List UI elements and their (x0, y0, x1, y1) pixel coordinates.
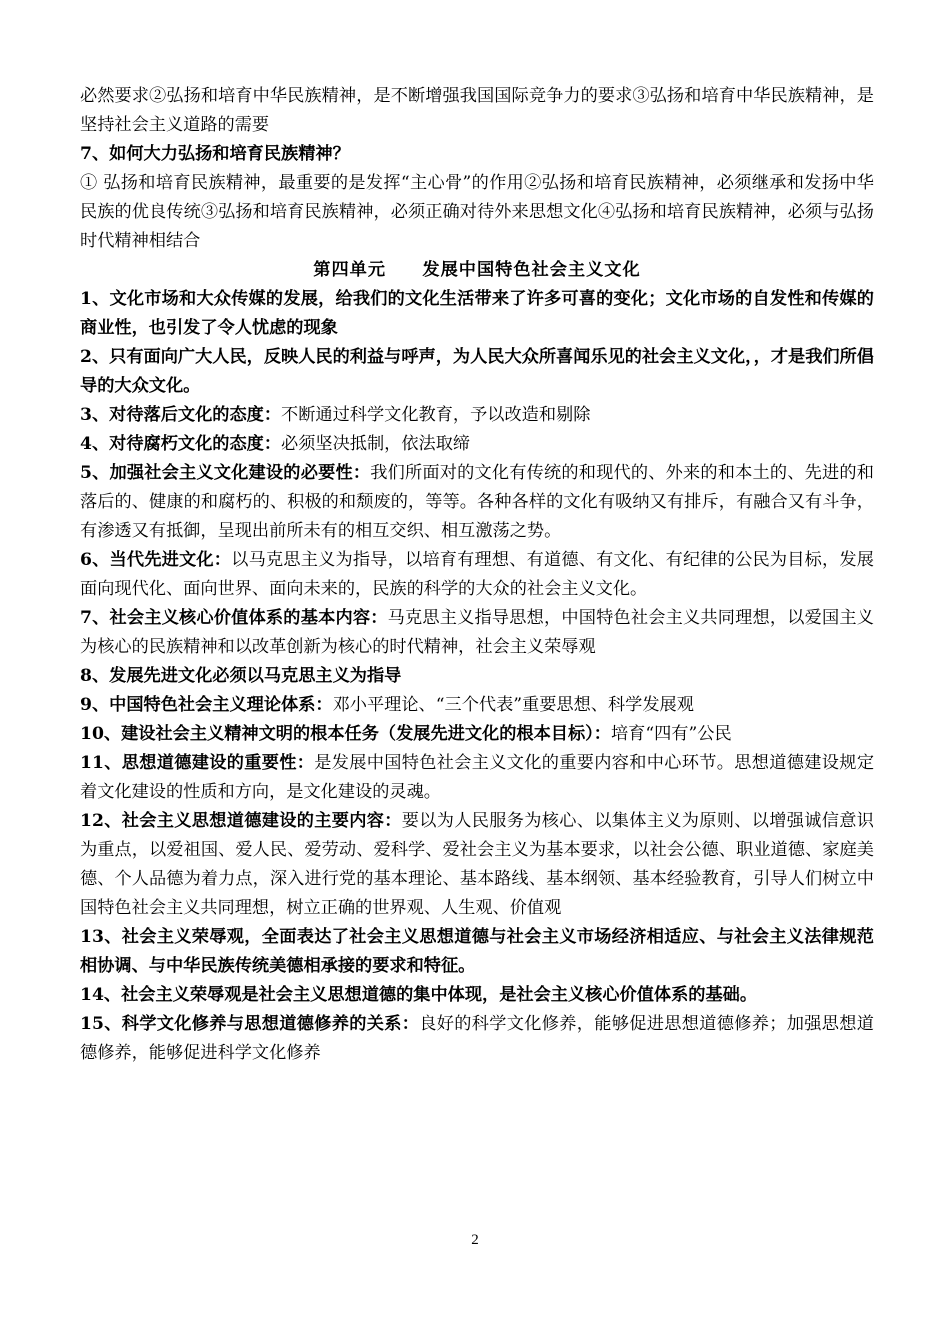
list-item-heading: 2、只有面向广大人民，反映人民的利益与呼声，为人民大众所喜闻乐见的社会主义文化，，才是我们所倡导的大众文化。 (80, 347, 874, 396)
list-item-text: 邓小平理论、“三个代表”重要思想、科学发展观 (332, 695, 694, 715)
list-item (80, 1010, 874, 1068)
list-item-text: 我们所面对的文化有传统的和现代的、外来的和本土的、先进的和落后的、健康的和腐朽的、积极的和颓废的，等等。各种各样的文化有吸纳又有排斥，有融合又有斗争，有渗透又有抵御，呈现出前所未有的相互交织、相互激荡之势。 (80, 463, 874, 541)
list-item-heading: 9、中国特色社会主义理论体系： (80, 695, 333, 715)
list-item-text: 必须坚决抵制，依法取缔 (281, 434, 471, 454)
list-item-heading: 6、当代先进文化： (80, 550, 232, 570)
list-item-text: 以马克思主义为指导，以培育有理想、有道德、有文化、有纪律的公民为目标，发展面向现代化、面向世界、面向未来的，民族的科学的大众的社会主义文化。 (80, 550, 874, 599)
intro-paragraph (80, 169, 874, 256)
item-list (80, 285, 874, 1068)
list-item-heading: 13、社会主义荣辱观，全面表达了社会主义思想道德与社会主义市场经济相适应、与社会主义法律规范相协调、与中华民族传统美德相承接的要求和特征。 (80, 927, 874, 976)
list-item-text: 马克思主义指导思想，中国特色社会主义共同理想，以爱国主义为核心的民族精神和以改革创新为核心的时代精神，社会主义荣辱观 (80, 608, 874, 657)
intro-paragraph-text: 必然要求②弘扬和培育中华民族精神，是不断增强我国国际竞争力的要求③弘扬和培育中华民族精神，是坚持社会主义道路的需要 (80, 86, 874, 135)
list-item-heading: 15、科学文化修养与思想道德修养的关系： (80, 1014, 420, 1034)
list-item (80, 981, 874, 1010)
intro-paragraph-text: ① 弘扬和培育民族精神，最重要的是发挥“主心骨”的作用②弘扬和培育民族精神，必须继承和发扬中华民族的优良传统③弘扬和培育民族精神，必须正确对待外来思想文化④弘扬和培育民族精神，必须与弘扬时代精神相结合 (80, 173, 874, 251)
list-item-heading: 14、社会主义荣辱观是社会主义思想道德的集中体现，是社会主义核心价值体系的基础。 (80, 985, 758, 1005)
intro-paragraph (80, 140, 874, 169)
intro-section (80, 82, 874, 256)
list-item (80, 691, 874, 720)
list-item (80, 807, 874, 923)
unit-title: 第四单元 发展中国特色社会主义文化 (313, 260, 641, 280)
list-item (80, 662, 874, 691)
list-item (80, 343, 874, 401)
list-item-heading: 7、社会主义核心价值体系的基本内容： (80, 608, 388, 628)
list-item-text: 不断通过科学文化教育，予以改造和剔除 (281, 405, 591, 425)
list-item-heading: 3、对待落后文化的态度： (80, 405, 282, 425)
list-item-heading: 10、建设社会主义精神文明的根本任务（发展先进文化的根本目标）： (80, 724, 611, 744)
list-item (80, 923, 874, 981)
intro-paragraph (80, 82, 874, 140)
list-item-text: 良好的科学文化修养，能够促进思想道德修养；加强思想道德修养，能够促进科学文化修养 (80, 1014, 874, 1063)
list-item-text: 要以为人民服务为核心、以集体主义为原则、以增强诚信意识为重点，以爱祖国、爱人民、爱劳动、爱科学、爱社会主义为基本要求，以社会公德、职业道德、家庭美德、个人品德为着力点，深入进行党的基本理论、基本路线、基本纲领、基本经验教育，引导人们树立中国特色社会主义共同理想，树立正确的世界观、人生观、价值观 (80, 811, 874, 918)
list-item-heading: 8、发展先进文化必须以马克思主义为指导 (80, 666, 402, 686)
list-item (80, 401, 874, 430)
list-item (80, 749, 874, 807)
list-item (80, 459, 874, 546)
list-item-text: 培育“四有”公民 (610, 724, 732, 744)
list-item (80, 604, 874, 662)
list-item (80, 285, 874, 343)
list-item-heading: 4、对待腐朽文化的态度： (80, 434, 282, 454)
list-item (80, 720, 874, 749)
list-item-heading: 12、社会主义思想道德建设的主要内容： (80, 811, 402, 831)
intro-paragraph-heading: 7、如何大力弘扬和培育民族精神？ (80, 144, 350, 164)
list-item-heading: 1、文化市场和大众传媒的发展，给我们的文化生活带来了许多可喜的变化；文化市场的自发性和传媒的商业性，也引发了令人忧虑的现象 (80, 289, 874, 338)
list-item (80, 430, 874, 459)
list-item-heading: 5、加强社会主义文化建设的必要性： (80, 463, 371, 483)
list-item (80, 546, 874, 604)
page-number: 2 (471, 1232, 479, 1248)
document-body (80, 82, 874, 1068)
list-item-text: 是发展中国特色社会主义文化的重要内容和中心环节。思想道德建设规定着文化建设的性质和方向，是文化建设的灵魂。 (80, 753, 875, 802)
list-item-heading: 11、思想道德建设的重要性： (80, 753, 315, 773)
